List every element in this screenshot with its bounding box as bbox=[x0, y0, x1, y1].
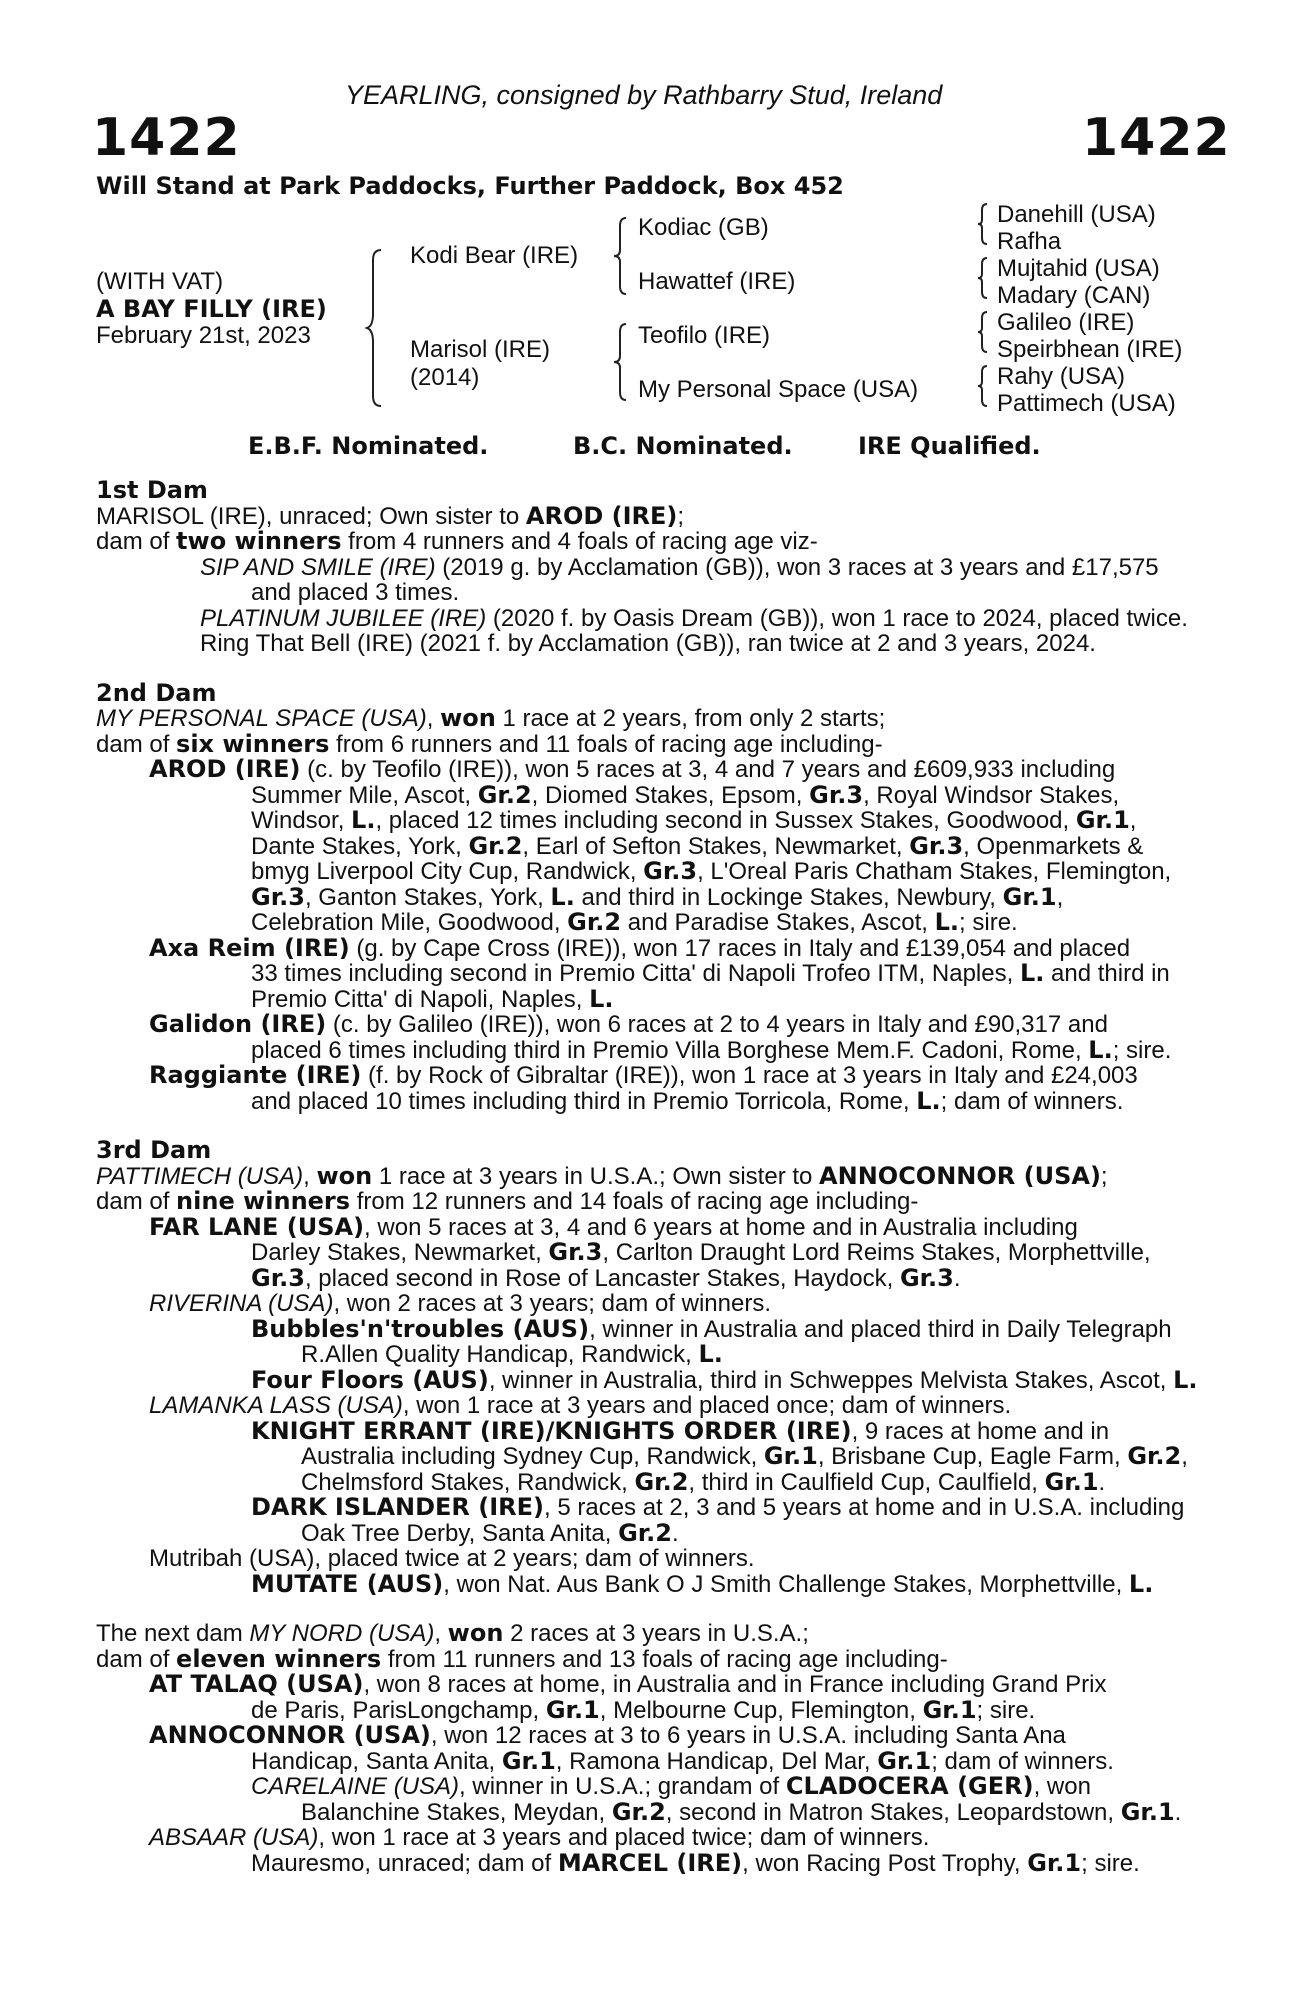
record-line: Premio Citta' di Napoli, Naples, L. bbox=[251, 984, 614, 1013]
record-line: Dante Stakes, York, Gr.2, Earl of Sefton Stakes, Newmarket, Gr.3, Openmarkets & bbox=[251, 831, 1144, 860]
record-line: RIVERINA (USA), won 2 races at 3 years; dam of winners. bbox=[149, 1290, 771, 1317]
dam-sire: Teofilo (IRE) bbox=[638, 322, 771, 349]
record-line: Australia including Sydney Cup, Randwick, Gr.1, Brisbane Cup, Eagle Farm, Gr.2, bbox=[301, 1442, 1188, 1470]
record-line: ANNOCONNOR (USA), won 12 races at 3 to 6 years in U.S.A. including Santa Ana bbox=[149, 1721, 1066, 1749]
record-line: Chelmsford Stakes, Randwick, Gr.2, third in Caulfield Cup, Caulfield, Gr.1. bbox=[301, 1467, 1106, 1496]
record-line: MY PERSONAL SPACE (USA), won 1 race at 2 years, from only 2 starts; bbox=[96, 704, 886, 732]
pedigree-brace-main bbox=[365, 248, 385, 408]
record-line: Mutribah (USA), placed twice at 2 years; dam of winners. bbox=[149, 1545, 755, 1572]
record-line: DARK ISLANDER (IRE), 5 races at 2, 3 and 5 years at home and in U.S.A. including bbox=[251, 1493, 1185, 1521]
gen3-sds: Mujtahid (USA) bbox=[997, 255, 1160, 282]
sire-dam: Hawattef (IRE) bbox=[638, 268, 796, 295]
record-line: PATTIMECH (USA), won 1 race at 3 years in U.S.A.; Own sister to ANNOCONNOR (USA); bbox=[96, 1161, 1108, 1190]
record-line: dam of eleven winners from 11 runners and 13 foals of racing age including- bbox=[96, 1644, 948, 1673]
gen3-sss: Danehill (USA) bbox=[997, 201, 1156, 228]
record-line: Mauresmo, unraced; dam of MARCEL (IRE), won Racing Post Trophy, Gr.1; sire. bbox=[251, 1848, 1140, 1877]
record-line: Celebration Mile, Goodwood, Gr.2 and Paradise Stakes, Ascot, L.; sire. bbox=[251, 908, 1018, 936]
record-line: Ring That Bell (IRE) (2021 f. by Acclamation (GB)), ran twice at 2 and 3 years, 2024. bbox=[200, 630, 1096, 657]
record-line: MARISOL (IRE), unraced; Own sister to AROD (IRE); bbox=[96, 501, 685, 530]
record-line: Handicap, Santa Anita, Gr.1, Ramona Handicap, Del Mar, Gr.1; dam of winners. bbox=[251, 1746, 1114, 1775]
brace-gen3-c bbox=[976, 310, 990, 354]
ebf-nominated: E.B.F. Nominated. bbox=[248, 432, 489, 460]
gen3-ssd: Rafha bbox=[997, 228, 1062, 255]
sire: Kodi Bear (IRE) bbox=[410, 242, 579, 269]
consignment-line: YEARLING, consigned by Rathbarry Stud, Ireland bbox=[345, 80, 943, 110]
lot-number-right: 1422 bbox=[1082, 108, 1231, 168]
brace-gen3-b bbox=[976, 256, 990, 300]
gen3-sdd: Madary (CAN) bbox=[997, 282, 1151, 309]
brace-gen3-a bbox=[976, 202, 990, 246]
record-line: Summer Mile, Ascot, Gr.2, Diomed Stakes, Epsom, Gr.3, Royal Windsor Stakes, bbox=[251, 780, 1120, 809]
sire-sire: Kodiac (GB) bbox=[638, 214, 769, 241]
record-line: de Paris, ParisLongchamp, Gr.1, Melbourne Cup, Flemington, Gr.1; sire. bbox=[251, 1695, 1036, 1724]
foaling-date: February 21st, 2023 bbox=[96, 322, 311, 349]
record-line: Gr.3, placed second in Rose of Lancaster Stakes, Haydock, Gr.3. bbox=[251, 1263, 961, 1292]
record-line: Raggiante (IRE) (f. by Rock of Gibraltar (IRE)), won 1 race at 3 years in Italy and £24,003 bbox=[149, 1061, 1138, 1089]
record-line: bmyg Liverpool City Cup, Randwick, Gr.3, L'Oreal Paris Chatham Stakes, Flemington, bbox=[251, 857, 1172, 885]
record-line: SIP AND SMILE (IRE) (2019 g. by Acclamation (GB)), won 3 races at 3 years and £17,575 bbox=[200, 553, 1159, 581]
section-heading: 1st Dam bbox=[96, 476, 208, 504]
record-line: Axa Reim (IRE) (g. by Cape Cross (IRE)), won 17 races in Italy and £139,054 and placed bbox=[149, 933, 1131, 962]
record-line: placed 6 times including third in Premio Villa Borghese Mem.F. Cadoni, Rome, L.; sire. bbox=[251, 1035, 1172, 1064]
record-line: MUTATE (AUS), won Nat. Aus Bank O J Smith Challenge Stakes, Morphettville, L. bbox=[251, 1569, 1154, 1598]
record-line: 33 times including second in Premio Citta' di Napoli Trofeo ITM, Naples, L. and third in bbox=[251, 959, 1170, 987]
section-heading: 3rd Dam bbox=[96, 1136, 212, 1164]
section-gap bbox=[96, 1597, 1200, 1621]
record-line: ABSAAR (USA), won 1 race at 3 years and placed twice; dam of winners. bbox=[149, 1824, 930, 1851]
record-line: and placed 10 times including third in Premio Torricola, Rome, L.; dam of winners. bbox=[251, 1086, 1124, 1115]
record-line: and placed 3 times. bbox=[251, 579, 460, 606]
pedigree-brace-dam bbox=[612, 322, 630, 402]
ire-qualified: IRE Qualified. bbox=[858, 432, 1041, 460]
record-line: The next dam MY NORD (USA), won 2 races at 3 years in U.S.A.; bbox=[96, 1619, 809, 1647]
vat-note: (WITH VAT) bbox=[96, 268, 224, 295]
record-line: Windsor, L., placed 12 times including second in Sussex Stakes, Goodwood, Gr.1, bbox=[251, 806, 1137, 834]
record-line: Oak Tree Derby, Santa Anita, Gr.2. bbox=[301, 1518, 679, 1547]
record-line: Galidon (IRE) (c. by Galileo (IRE)), won 6 races at 2 to 4 years in Italy and £90,317 and bbox=[149, 1010, 1108, 1038]
lot-title: A BAY FILLY (IRE) bbox=[96, 295, 327, 323]
dam: Marisol (IRE) bbox=[410, 336, 551, 363]
record-line: LAMANKA LASS (USA), won 1 race at 3 years and placed once; dam of winners. bbox=[149, 1392, 1012, 1419]
record-line: Balanchine Stakes, Meydan, Gr.2, second in Matron Stakes, Leopardstown, Gr.1. bbox=[301, 1797, 1182, 1826]
record-line: R.Allen Quality Handicap, Randwick, L. bbox=[301, 1340, 723, 1368]
record-line: AT TALAQ (USA), won 8 races at home, in Australia and in France including Grand Prix bbox=[149, 1670, 1107, 1698]
record-line: Darley Stakes, Newmarket, Gr.3, Carlton Draught Lord Reims Stakes, Morphettville, bbox=[251, 1238, 1151, 1266]
bc-nominated: B.C. Nominated. bbox=[573, 432, 793, 460]
record-line: dam of two winners from 4 runners and 4 foals of racing age viz- bbox=[96, 527, 818, 555]
gen3-dss: Galileo (IRE) bbox=[997, 309, 1135, 336]
record-line: CARELAINE (USA), winner in U.S.A.; grandam of CLADOCERA (GER), won bbox=[251, 1772, 1091, 1800]
pedigree-brace-sire bbox=[612, 216, 630, 296]
brace-gen3-d bbox=[976, 364, 990, 408]
produce-record bbox=[96, 478, 1200, 1876]
gen3-dsd: Speirbhean (IRE) bbox=[997, 336, 1183, 363]
record-line: dam of nine winners from 12 runners and 14 foals of racing age including- bbox=[96, 1187, 919, 1215]
gen3-dds: Rahy (USA) bbox=[997, 363, 1126, 390]
dam-year: (2014) bbox=[410, 364, 480, 391]
stand-location: Will Stand at Park Paddocks, Further Paddock, Box 452 bbox=[96, 172, 844, 200]
record-line: dam of six winners from 6 runners and 11 foals of racing age including- bbox=[96, 729, 883, 758]
section-heading: 2nd Dam bbox=[96, 678, 217, 707]
record-line: PLATINUM JUBILEE (IRE) (2020 f. by Oasis Dream (GB)), won 1 race to 2024, placed twice. bbox=[200, 604, 1188, 632]
record-line: FAR LANE (USA), won 5 races at 3, 4 and 6 years at home and in Australia including bbox=[149, 1212, 1078, 1241]
record-line: AROD (IRE) (c. by Teofilo (IRE)), won 5 races at 3, 4 and 7 years and £609,933 including bbox=[149, 755, 1116, 783]
dam-dam: My Personal Space (USA) bbox=[638, 376, 919, 403]
record-line: KNIGHT ERRANT (IRE)/KNIGHTS ORDER (IRE), 9 races at home and in bbox=[251, 1416, 1110, 1445]
lot-number-left: 1422 bbox=[92, 108, 241, 168]
record-line: Bubbles'n'troubles (AUS), winner in Australia and placed third in Daily Telegraph bbox=[251, 1314, 1172, 1343]
record-line: Four Floors (AUS), winner in Australia, third in Schweppes Melvista Stakes, Ascot, L. bbox=[251, 1365, 1198, 1394]
gen3-ddd: Pattimech (USA) bbox=[997, 390, 1176, 417]
record-line: Gr.3, Ganton Stakes, York, L. and third in Lockinge Stakes, Newbury, Gr.1, bbox=[251, 882, 1064, 911]
